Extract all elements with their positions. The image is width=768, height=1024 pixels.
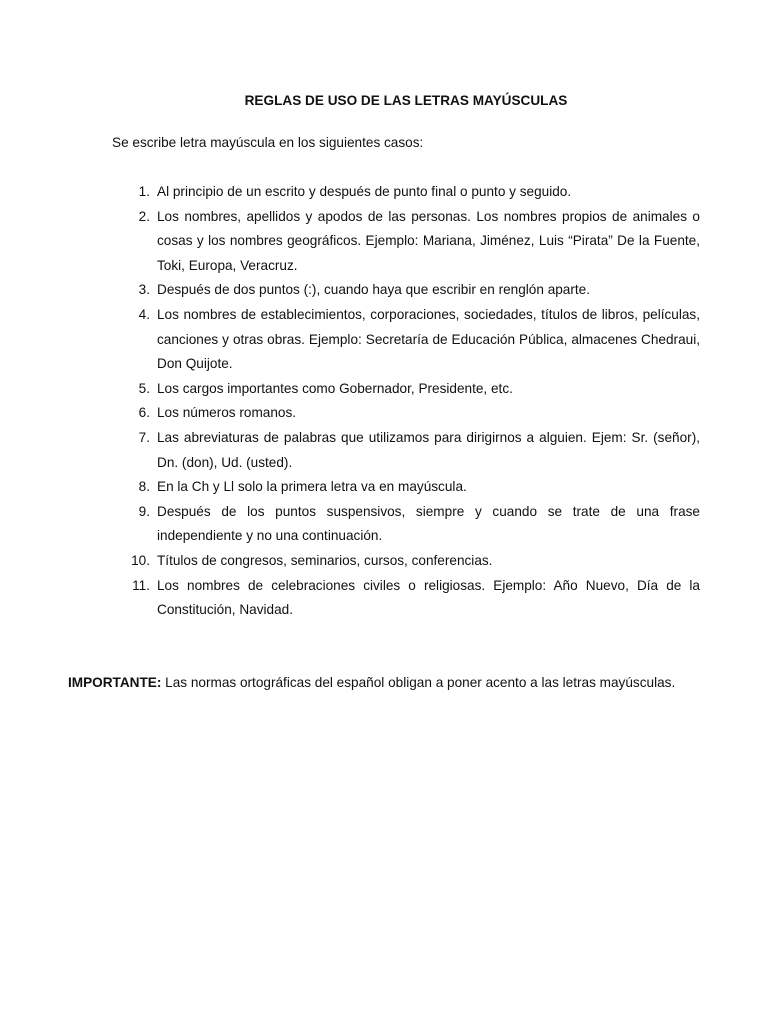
rule-item [120,500,700,549]
rule-number: 3. [138,282,150,298]
rule-text: En la Ch y Ll solo la primera letra va en mayúscula. [157,479,467,495]
rule-number: 5. [138,380,150,396]
rule-number: 6. [138,405,150,421]
rule-text: Después de dos puntos (:), cuando haya que escribir en renglón aparte. [157,282,591,298]
rule-item [120,574,700,623]
rule-number: 11. [132,577,150,593]
rule-number: 9. [138,503,150,519]
rule-text: Los nombres de establecimientos, corporaciones, sociedades, títulos de libros, películas, canciones y otras obras. Ejemplo: Secretaría de Educación Pública, almacenes Chedraui, Don Quijote. [157,306,700,372]
important-label: IMPORTANTE: [68,675,162,690]
rule-item [120,303,700,377]
rule-item [120,205,700,279]
important-text: Las normas ortográficas del español obligan a poner acento a las letras mayúsculas. [161,675,676,690]
rule-item [120,549,700,574]
rule-number: 4. [138,306,150,322]
rule-text: Las abreviaturas de palabras que utilizamos para dirigirnos a alguien. Ejem: Sr. (señor), Dn. (don), Ud. (usted). [157,429,700,470]
rule-number: 8. [138,479,150,495]
rule-text: Los cargos importantes como Gobernador, Presidente, etc. [157,380,513,396]
rule-text: Los nombres de celebraciones civiles o religiosas. Ejemplo: Año Nuevo, Día de la Constitución, Navidad. [157,577,700,618]
rules-list [120,180,700,623]
rule-item [120,278,700,303]
important-note [68,675,748,690]
rule-item [120,426,700,475]
rule-text: Los números romanos. [157,405,297,421]
rule-item [120,180,700,205]
rule-text: Los nombres, apellidos y apodos de las personas. Los nombres propios de animales o cosas y los nombres geográficos. Ejemplo: Mariana, Jiménez, Luis “Pirata” De la Fuente, Toki, Europa, Veracruz. [157,208,700,273]
rule-number: 10. [131,552,150,568]
rule-item [120,377,700,402]
rule-text: Títulos de congresos, seminarios, cursos, conferencias. [157,552,493,568]
intro-text: Se escribe letra mayúscula en los siguientes casos: [112,135,424,150]
page-title: REGLAS DE USO DE LAS LETRAS MAYÚSCULAS [244,93,568,108]
rule-number: 7. [138,429,150,445]
rule-text: Después de los puntos suspensivos, siempre y cuando se trate de una frase independiente y no una continuación. [157,503,700,544]
rule-item [120,475,700,500]
rule-item [120,401,700,426]
rule-text: Al principio de un escrito y después de punto final o punto y seguido. [157,184,572,199]
rule-number: 1. [138,184,150,199]
rule-number: 2. [138,208,150,224]
